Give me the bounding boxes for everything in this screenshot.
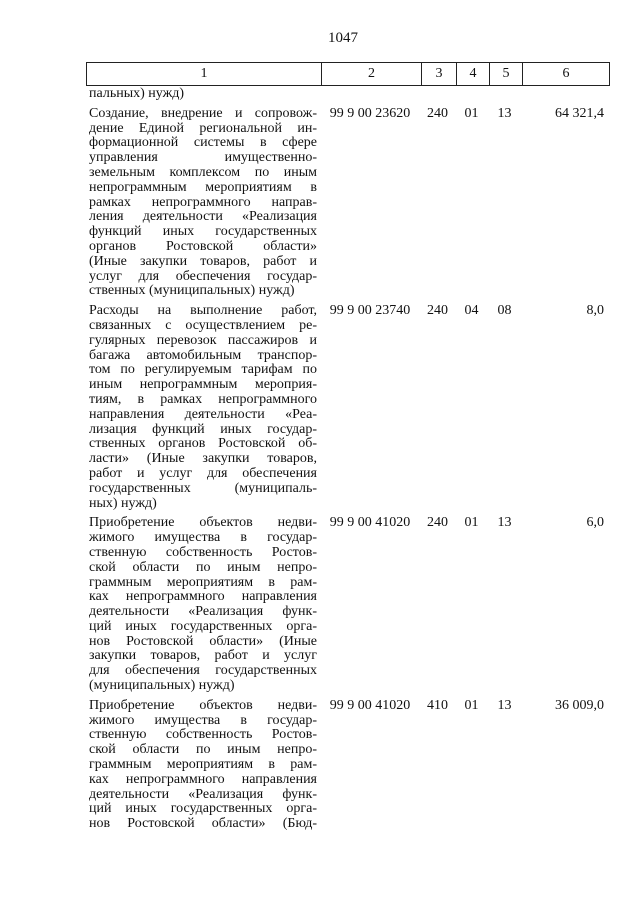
description-line: деятельности «Реализация функ- bbox=[89, 786, 317, 802]
description-line: услуг для обеспечения государ- bbox=[89, 268, 317, 284]
col-5-cell: 13 bbox=[497, 105, 512, 121]
description-line: гулярных перевозок пассажиров и bbox=[89, 332, 317, 348]
description-line: органов Ростовской области» bbox=[89, 238, 317, 254]
description-line: багажа автомобильным транспор- bbox=[89, 347, 317, 363]
description-cell bbox=[86, 107, 320, 299]
header-col-3: 3 bbox=[421, 63, 456, 85]
table-row bbox=[86, 304, 608, 511]
description-line: непрограммным мероприятиям в bbox=[89, 179, 317, 195]
table-header bbox=[86, 62, 610, 86]
description-line: ках непрограммного направления bbox=[89, 589, 317, 605]
description-line: закупки товаров, работ и услуг bbox=[89, 648, 317, 664]
table-row bbox=[86, 516, 608, 694]
col-4-cell: 01 bbox=[464, 697, 479, 713]
code-cell: 99 9 00 41020 bbox=[329, 697, 411, 713]
description-line: ской области по иным непро- bbox=[89, 559, 317, 575]
header-col-4: 4 bbox=[456, 63, 489, 85]
description-line: связанных с осуществлением ре- bbox=[89, 317, 317, 333]
description-line: направления деятельности «Реа- bbox=[89, 406, 317, 422]
col-3-cell: 240 bbox=[427, 105, 448, 121]
description-line: рамках непрограммного направ- bbox=[89, 194, 317, 210]
description-line: граммным мероприятиям в рам- bbox=[89, 757, 317, 773]
description-cell bbox=[86, 516, 320, 694]
amount-cell: 64 321,4 bbox=[555, 105, 604, 121]
description-line: ственную собственность Ростов- bbox=[89, 544, 317, 560]
page-number: 1047 bbox=[328, 30, 358, 46]
col-4-cell: 04 bbox=[464, 303, 479, 319]
description-line: управления имущественно- bbox=[89, 150, 317, 166]
budget-table-body bbox=[86, 87, 608, 832]
col-4-cell: 01 bbox=[464, 515, 479, 531]
col-3-cell: 410 bbox=[427, 697, 448, 713]
col-5-cell: 13 bbox=[497, 697, 512, 713]
description-line: ственную собственность Ростов- bbox=[89, 727, 317, 743]
description-line: жимого имущества в государ- bbox=[89, 712, 317, 728]
header-col-6: 6 bbox=[522, 63, 609, 85]
description-line: ственных (муниципальных) нужд) bbox=[89, 283, 295, 299]
description-line: ления деятельности «Реализация bbox=[89, 209, 317, 225]
header-col-2: 2 bbox=[321, 63, 421, 85]
description-line: иным непрограммным мероприя- bbox=[89, 377, 317, 393]
description-line: тиям, в рамках непрограммного bbox=[89, 391, 317, 407]
col-4-cell: 01 bbox=[464, 105, 479, 121]
description-line: лизация функций иных государ- bbox=[89, 421, 317, 437]
description-line: формационной системы в сфере bbox=[89, 135, 317, 151]
description-line: государственных (муниципаль- bbox=[89, 480, 317, 496]
description-line: ках непрограммного направления bbox=[89, 771, 317, 787]
header-col-5: 5 bbox=[489, 63, 522, 85]
description-line: (муниципальных) нужд) bbox=[89, 678, 235, 694]
description-line: том по регулируемым тарифам по bbox=[89, 362, 317, 378]
description-line: Приобретение объектов недви- bbox=[89, 697, 317, 713]
description-line: земельным комплексом по иным bbox=[89, 164, 317, 180]
description-line: жимого имущества в государ- bbox=[89, 530, 317, 546]
description-cell bbox=[86, 304, 320, 511]
table-row bbox=[86, 107, 608, 299]
table-row bbox=[86, 699, 608, 832]
col-5-cell: 08 bbox=[497, 303, 512, 319]
description-line: ственных органов Ростовской об- bbox=[89, 436, 317, 452]
description-line: функций иных государственных bbox=[89, 224, 317, 240]
description-line: дение Единой региональной ин- bbox=[89, 120, 317, 136]
description-line: Создание, внедрение и сопровож- bbox=[89, 105, 317, 121]
description-line: работ и услуг для обеспечения bbox=[89, 465, 317, 481]
amount-cell: 36 009,0 bbox=[555, 697, 604, 713]
description-line: граммным мероприятиям в рам- bbox=[89, 574, 317, 590]
amount-cell: 8,0 bbox=[586, 303, 604, 319]
header-col-1: 1 bbox=[200, 66, 208, 81]
description-line: ласти» (Иные закупки товаров, bbox=[89, 451, 317, 467]
description-line: ных) нужд) bbox=[89, 495, 157, 511]
description-line: ций иных государственных орга- bbox=[89, 801, 317, 817]
col-3-cell: 240 bbox=[427, 515, 448, 531]
col-3-cell: 240 bbox=[427, 303, 448, 319]
description-line: пальных) нужд) bbox=[89, 86, 185, 101]
description-line: Приобретение объектов недви- bbox=[89, 515, 317, 531]
description-line: нов Ростовской области» (Иные bbox=[89, 633, 317, 649]
code-cell: 99 9 00 23740 bbox=[329, 303, 411, 319]
description-cell bbox=[86, 87, 320, 102]
description-line: деятельности «Реализация функ- bbox=[89, 604, 317, 620]
description-line: (Иные закупки товаров, работ и bbox=[89, 253, 317, 269]
description-cell bbox=[86, 699, 320, 832]
description-line: ской области по иным непро- bbox=[89, 742, 317, 758]
description-line: нов Ростовской области» (Бюд- bbox=[89, 816, 317, 832]
amount-cell: 6,0 bbox=[586, 515, 604, 531]
col-5-cell: 13 bbox=[497, 515, 512, 531]
description-line: ций иных государственных орга- bbox=[89, 618, 317, 634]
description-line: Расходы на выполнение работ, bbox=[89, 303, 317, 319]
description-line: для обеспечения государственных bbox=[89, 663, 317, 679]
table-row-continued bbox=[86, 87, 608, 102]
code-cell: 99 9 00 23620 bbox=[329, 105, 411, 121]
code-cell: 99 9 00 41020 bbox=[329, 515, 411, 531]
